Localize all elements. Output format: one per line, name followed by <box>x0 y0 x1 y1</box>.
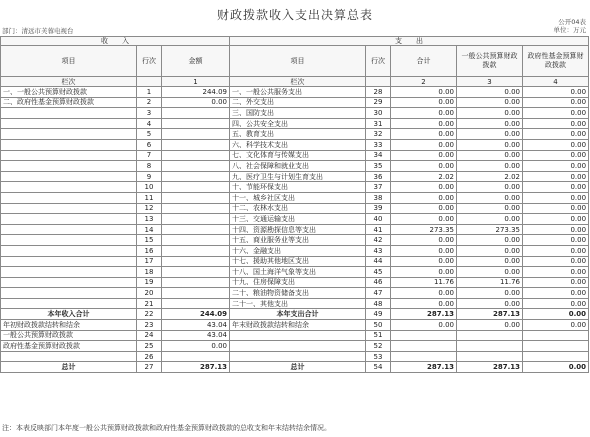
expense-total-cell: 273.35 <box>391 224 457 235</box>
income-item-cell <box>1 182 137 193</box>
lanci-label-left: 栏次 <box>1 77 137 87</box>
expense-line-no-cell: 48 <box>366 298 391 309</box>
income-amount-cell: 287.13 <box>162 362 230 373</box>
expense-line-no-cell: 28 <box>366 87 391 98</box>
gov-fund-cell: 0.00 <box>523 245 589 256</box>
general-budget-cell: 0.00 <box>457 161 523 172</box>
general-budget-cell: 0.00 <box>457 97 523 108</box>
expense-total-cell: 0.00 <box>391 267 457 278</box>
general-budget-cell: 273.35 <box>457 224 523 235</box>
expense-total-cell <box>391 341 457 352</box>
table-row <box>1 182 589 193</box>
expense-item-cell: 二十、粮油物资储备支出 <box>230 288 366 299</box>
general-budget-cell: 0.00 <box>457 108 523 119</box>
gov-fund-cell: 0.00 <box>523 362 589 373</box>
lanci-blank-right <box>366 77 391 87</box>
expense-item-cell: 总计 <box>230 362 366 373</box>
income-line-no-cell: 12 <box>137 203 162 214</box>
income-item-cell <box>1 161 137 172</box>
unit-label: 单位：万元 <box>553 26 586 34</box>
general-budget-cell: 0.00 <box>457 192 523 203</box>
expense-item-cell: 十一、城乡社区支出 <box>230 192 366 203</box>
lanci-col3: 3 <box>457 77 523 87</box>
table-row <box>1 309 589 320</box>
income-item-cell <box>1 256 137 267</box>
income-item-cell: 政府性基金预算财政拨款 <box>1 341 137 352</box>
table-row <box>1 256 589 267</box>
income-line-no-cell: 2 <box>137 97 162 108</box>
budget-summary-table <box>0 36 589 373</box>
income-amount-cell: 43.04 <box>162 330 230 341</box>
expense-item-cell: 五、教育支出 <box>230 129 366 140</box>
expense-total-cell: 0.00 <box>391 256 457 267</box>
income-amount-cell: 43.04 <box>162 320 230 331</box>
table-row <box>1 224 589 235</box>
gov-fund-cell: 0.00 <box>523 224 589 235</box>
lanci-col1: 1 <box>162 77 230 87</box>
lanci-blank-left <box>137 77 162 87</box>
expense-item-cell <box>230 330 366 341</box>
table-row <box>1 108 589 119</box>
income-line-no-cell: 19 <box>137 277 162 288</box>
expense-line-no-cell: 29 <box>366 97 391 108</box>
gov-fund-header: 政府性基金预算财政拨款 <box>523 46 589 77</box>
general-budget-cell: 287.13 <box>457 362 523 373</box>
expense-total-cell: 0.00 <box>391 108 457 119</box>
general-budget-cell: 0.00 <box>457 139 523 150</box>
expense-total-cell: 0.00 <box>391 235 457 246</box>
expense-total-cell: 287.13 <box>391 309 457 320</box>
income-amount-cell: 244.09 <box>162 87 230 98</box>
income-line-no-cell: 10 <box>137 182 162 193</box>
gov-fund-cell: 0.00 <box>523 118 589 129</box>
general-budget-cell: 287.13 <box>457 309 523 320</box>
income-amount-cell <box>162 235 230 246</box>
expense-item-cell: 十八、国土海洋气象等支出 <box>230 267 366 278</box>
general-budget-cell <box>457 330 523 341</box>
income-item-cell <box>1 129 137 140</box>
general-budget-cell <box>457 341 523 352</box>
lanci-label-right: 栏次 <box>230 77 366 87</box>
gov-fund-cell: 0.00 <box>523 182 589 193</box>
table-row <box>1 320 589 331</box>
column-index-row <box>1 77 589 87</box>
expense-line-no-cell: 37 <box>366 182 391 193</box>
expense-line-no-cell: 42 <box>366 235 391 246</box>
income-amount-cell <box>162 203 230 214</box>
income-amount-cell <box>162 150 230 161</box>
general-budget-cell: 0.00 <box>457 320 523 331</box>
income-line-no-cell: 13 <box>137 214 162 225</box>
expense-line-no-header: 行次 <box>366 46 391 77</box>
income-line-no-cell: 25 <box>137 341 162 352</box>
expense-item-cell <box>230 341 366 352</box>
general-budget-cell: 0.00 <box>457 267 523 278</box>
gov-fund-cell: 0.00 <box>523 320 589 331</box>
table-row <box>1 118 589 129</box>
expense-item-header: 项目 <box>230 46 366 77</box>
income-item-cell <box>1 203 137 214</box>
general-budget-cell: 0.00 <box>457 288 523 299</box>
income-item-cell: 总计 <box>1 362 137 373</box>
income-item-cell: 一、一般公共预算财政拨款 <box>1 87 137 98</box>
expense-total-cell: 287.13 <box>391 362 457 373</box>
expense-item-cell: 六、科学技术支出 <box>230 139 366 150</box>
expense-line-no-cell: 44 <box>366 256 391 267</box>
expense-item-cell: 十、节能环保支出 <box>230 182 366 193</box>
gov-fund-cell: 0.00 <box>523 277 589 288</box>
income-amount-cell: 244.09 <box>162 309 230 320</box>
table-row <box>1 129 589 140</box>
income-item-cell <box>1 214 137 225</box>
income-amount-cell <box>162 224 230 235</box>
report-title: 财政拨款收入支出决算总表 <box>216 8 373 22</box>
lanci-col2: 2 <box>391 77 457 87</box>
expense-line-no-cell: 41 <box>366 224 391 235</box>
expense-item-cell: 十七、援助其他地区支出 <box>230 256 366 267</box>
column-header-row <box>1 46 589 77</box>
income-amount-cell <box>162 182 230 193</box>
income-item-cell <box>1 288 137 299</box>
table-row <box>1 192 589 203</box>
income-line-no-header: 行次 <box>137 46 162 77</box>
expense-line-no-cell: 33 <box>366 139 391 150</box>
gov-fund-cell <box>523 330 589 341</box>
general-budget-header: 一般公共预算财政拨款 <box>457 46 523 77</box>
income-item-cell <box>1 235 137 246</box>
section-header-row <box>1 37 589 46</box>
gov-fund-cell: 0.00 <box>523 267 589 278</box>
expense-line-no-cell: 45 <box>366 267 391 278</box>
income-item-cell <box>1 150 137 161</box>
table-row <box>1 245 589 256</box>
expense-total-cell: 0.00 <box>391 214 457 225</box>
expense-item-cell: 八、社会保障和就业支出 <box>230 161 366 172</box>
general-budget-cell: 2.02 <box>457 171 523 182</box>
expense-total-cell: 0.00 <box>391 97 457 108</box>
gov-fund-cell: 0.00 <box>523 288 589 299</box>
income-line-no-cell: 3 <box>137 108 162 119</box>
income-amount-cell <box>162 256 230 267</box>
income-line-no-cell: 16 <box>137 245 162 256</box>
income-amount-cell <box>162 267 230 278</box>
gov-fund-cell: 0.00 <box>523 108 589 119</box>
income-amount-cell <box>162 118 230 129</box>
expense-line-no-cell: 51 <box>366 330 391 341</box>
expense-item-cell: 十三、交通运输支出 <box>230 214 366 225</box>
expense-item-cell: 十六、金融支出 <box>230 245 366 256</box>
income-item-cell <box>1 139 137 150</box>
general-budget-cell: 0.00 <box>457 298 523 309</box>
expense-item-cell: 十九、住房保障支出 <box>230 277 366 288</box>
expense-total-cell: 0.00 <box>391 161 457 172</box>
expense-item-cell: 二十一、其他支出 <box>230 298 366 309</box>
form-code: 公开04表 <box>558 18 586 26</box>
table-row <box>1 341 589 352</box>
table-row <box>1 235 589 246</box>
gov-fund-cell: 0.00 <box>523 171 589 182</box>
income-line-no-cell: 1 <box>137 87 162 98</box>
expense-item-cell: 二、外交支出 <box>230 97 366 108</box>
table-row <box>1 298 589 309</box>
income-amount-cell <box>162 351 230 362</box>
gov-fund-cell: 0.00 <box>523 129 589 140</box>
expense-item-cell: 年末财政拨款结转和结余 <box>230 320 366 331</box>
general-budget-cell <box>457 351 523 362</box>
table-row <box>1 97 589 108</box>
income-amount-cell <box>162 171 230 182</box>
gov-fund-cell: 0.00 <box>523 139 589 150</box>
expense-line-no-cell: 50 <box>366 320 391 331</box>
income-item-cell <box>1 298 137 309</box>
income-line-no-cell: 7 <box>137 150 162 161</box>
income-line-no-cell: 6 <box>137 139 162 150</box>
expense-section-header: 支 出 <box>230 37 589 46</box>
table-row <box>1 277 589 288</box>
income-item-cell <box>1 245 137 256</box>
income-item-cell <box>1 192 137 203</box>
expense-line-no-cell: 36 <box>366 171 391 182</box>
expense-item-cell: 本年支出合计 <box>230 309 366 320</box>
expense-total-cell <box>391 351 457 362</box>
income-item-cell: 本年收入合计 <box>1 309 137 320</box>
expense-line-no-cell: 38 <box>366 192 391 203</box>
expense-total-cell: 0.00 <box>391 245 457 256</box>
table-row <box>1 288 589 299</box>
income-item-cell <box>1 118 137 129</box>
income-line-no-cell: 9 <box>137 171 162 182</box>
income-line-no-cell: 18 <box>137 267 162 278</box>
table-row <box>1 351 589 362</box>
income-item-cell: 年初财政拨款结转和结余 <box>1 320 137 331</box>
expense-line-no-cell: 52 <box>366 341 391 352</box>
gov-fund-cell: 0.00 <box>523 256 589 267</box>
income-item-header: 项目 <box>1 46 137 77</box>
table-row <box>1 362 589 373</box>
income-line-no-cell: 23 <box>137 320 162 331</box>
expense-line-no-cell: 30 <box>366 108 391 119</box>
expense-item-cell: 四、公共安全支出 <box>230 118 366 129</box>
table-row <box>1 139 589 150</box>
expense-line-no-cell: 34 <box>366 150 391 161</box>
income-item-cell <box>1 224 137 235</box>
expense-item-cell: 十四、资源勘探信息等支出 <box>230 224 366 235</box>
expense-total-cell: 0.00 <box>391 129 457 140</box>
general-budget-cell: 0.00 <box>457 150 523 161</box>
expense-total-cell: 0.00 <box>391 139 457 150</box>
table-row <box>1 330 589 341</box>
gov-fund-cell: 0.00 <box>523 203 589 214</box>
income-section-header: 收 入 <box>1 37 230 46</box>
expense-item-cell: 十二、农林水支出 <box>230 203 366 214</box>
expense-total-cell: 0.00 <box>391 203 457 214</box>
general-budget-cell: 0.00 <box>457 203 523 214</box>
gov-fund-cell: 0.00 <box>523 150 589 161</box>
income-line-no-cell: 15 <box>137 235 162 246</box>
income-amount-cell <box>162 277 230 288</box>
income-amount-cell <box>162 139 230 150</box>
expense-total-cell: 0.00 <box>391 298 457 309</box>
gov-fund-cell: 0.00 <box>523 192 589 203</box>
income-amount-cell <box>162 214 230 225</box>
expense-item-cell: 九、医疗卫生与计划生育支出 <box>230 171 366 182</box>
table-row <box>1 203 589 214</box>
income-amount-cell: 0.00 <box>162 341 230 352</box>
income-amount-cell: 0.00 <box>162 97 230 108</box>
income-line-no-cell: 4 <box>137 118 162 129</box>
expense-total-cell: 0.00 <box>391 320 457 331</box>
expense-total-cell: 11.76 <box>391 277 457 288</box>
gov-fund-cell: 0.00 <box>523 214 589 225</box>
expense-line-no-cell: 53 <box>366 351 391 362</box>
footnote: 注：本表反映部门本年度一般公共预算财政拨款和政府性基金预算财政拨款的总收支和年末结转结余情况。 <box>2 424 331 432</box>
general-budget-cell: 0.00 <box>457 129 523 140</box>
expense-total-cell: 2.02 <box>391 171 457 182</box>
income-line-no-cell: 20 <box>137 288 162 299</box>
income-item-cell <box>1 277 137 288</box>
expense-total-cell <box>391 330 457 341</box>
expense-total-cell: 0.00 <box>391 150 457 161</box>
general-budget-cell: 0.00 <box>457 182 523 193</box>
general-budget-cell: 0.00 <box>457 214 523 225</box>
income-item-cell <box>1 108 137 119</box>
expense-item-cell: 一、一般公共服务支出 <box>230 87 366 98</box>
income-line-no-cell: 14 <box>137 224 162 235</box>
general-budget-cell: 0.00 <box>457 256 523 267</box>
income-line-no-cell: 27 <box>137 362 162 373</box>
income-amount-cell <box>162 161 230 172</box>
income-line-no-cell: 5 <box>137 129 162 140</box>
expense-total-cell: 0.00 <box>391 182 457 193</box>
expense-line-no-cell: 46 <box>366 277 391 288</box>
income-amount-header: 金额 <box>162 46 230 77</box>
income-item-cell: 一般公共预算财政拨款 <box>1 330 137 341</box>
general-budget-cell: 11.76 <box>457 277 523 288</box>
general-budget-cell: 0.00 <box>457 245 523 256</box>
income-line-no-cell: 22 <box>137 309 162 320</box>
expense-total-header: 合计 <box>391 46 457 77</box>
income-line-no-cell: 24 <box>137 330 162 341</box>
lanci-col4: 4 <box>523 77 589 87</box>
gov-fund-cell: 0.00 <box>523 235 589 246</box>
gov-fund-cell: 0.00 <box>523 161 589 172</box>
table-row <box>1 214 589 225</box>
expense-total-cell: 0.00 <box>391 118 457 129</box>
income-amount-cell <box>162 192 230 203</box>
income-amount-cell <box>162 129 230 140</box>
income-amount-cell <box>162 245 230 256</box>
income-line-no-cell: 26 <box>137 351 162 362</box>
income-item-cell <box>1 171 137 182</box>
income-line-no-cell: 11 <box>137 192 162 203</box>
expense-item-cell: 七、文化体育与传媒支出 <box>230 150 366 161</box>
expense-line-no-cell: 35 <box>366 161 391 172</box>
expense-total-cell: 0.00 <box>391 87 457 98</box>
income-amount-cell <box>162 288 230 299</box>
gov-fund-cell: 0.00 <box>523 309 589 320</box>
expense-line-no-cell: 43 <box>366 245 391 256</box>
expense-item-cell: 三、国防支出 <box>230 108 366 119</box>
expense-line-no-cell: 40 <box>366 214 391 225</box>
income-line-no-cell: 17 <box>137 256 162 267</box>
expense-line-no-cell: 31 <box>366 118 391 129</box>
general-budget-cell: 0.00 <box>457 87 523 98</box>
gov-fund-cell: 0.00 <box>523 298 589 309</box>
income-item-cell: 二、政府性基金预算财政拨款 <box>1 97 137 108</box>
table-row <box>1 150 589 161</box>
expense-line-no-cell: 47 <box>366 288 391 299</box>
table-row <box>1 171 589 182</box>
expense-item-cell: 十五、商业服务业等支出 <box>230 235 366 246</box>
expense-total-cell: 0.00 <box>391 192 457 203</box>
income-amount-cell <box>162 298 230 309</box>
income-item-cell <box>1 267 137 278</box>
expense-total-cell: 0.00 <box>391 288 457 299</box>
gov-fund-cell: 0.00 <box>523 87 589 98</box>
income-line-no-cell: 8 <box>137 161 162 172</box>
income-item-cell <box>1 351 137 362</box>
department-label: 部门：清远市芙蓉电视台 <box>2 27 74 35</box>
general-budget-cell: 0.00 <box>457 118 523 129</box>
table-row <box>1 267 589 278</box>
gov-fund-cell: 0.00 <box>523 97 589 108</box>
expense-item-cell <box>230 351 366 362</box>
expense-line-no-cell: 39 <box>366 203 391 214</box>
general-budget-cell: 0.00 <box>457 235 523 246</box>
expense-line-no-cell: 32 <box>366 129 391 140</box>
income-amount-cell <box>162 108 230 119</box>
table-row <box>1 161 589 172</box>
gov-fund-cell <box>523 351 589 362</box>
table-row <box>1 87 589 98</box>
expense-line-no-cell: 49 <box>366 309 391 320</box>
income-line-no-cell: 21 <box>137 298 162 309</box>
gov-fund-cell <box>523 341 589 352</box>
expense-line-no-cell: 54 <box>366 362 391 373</box>
